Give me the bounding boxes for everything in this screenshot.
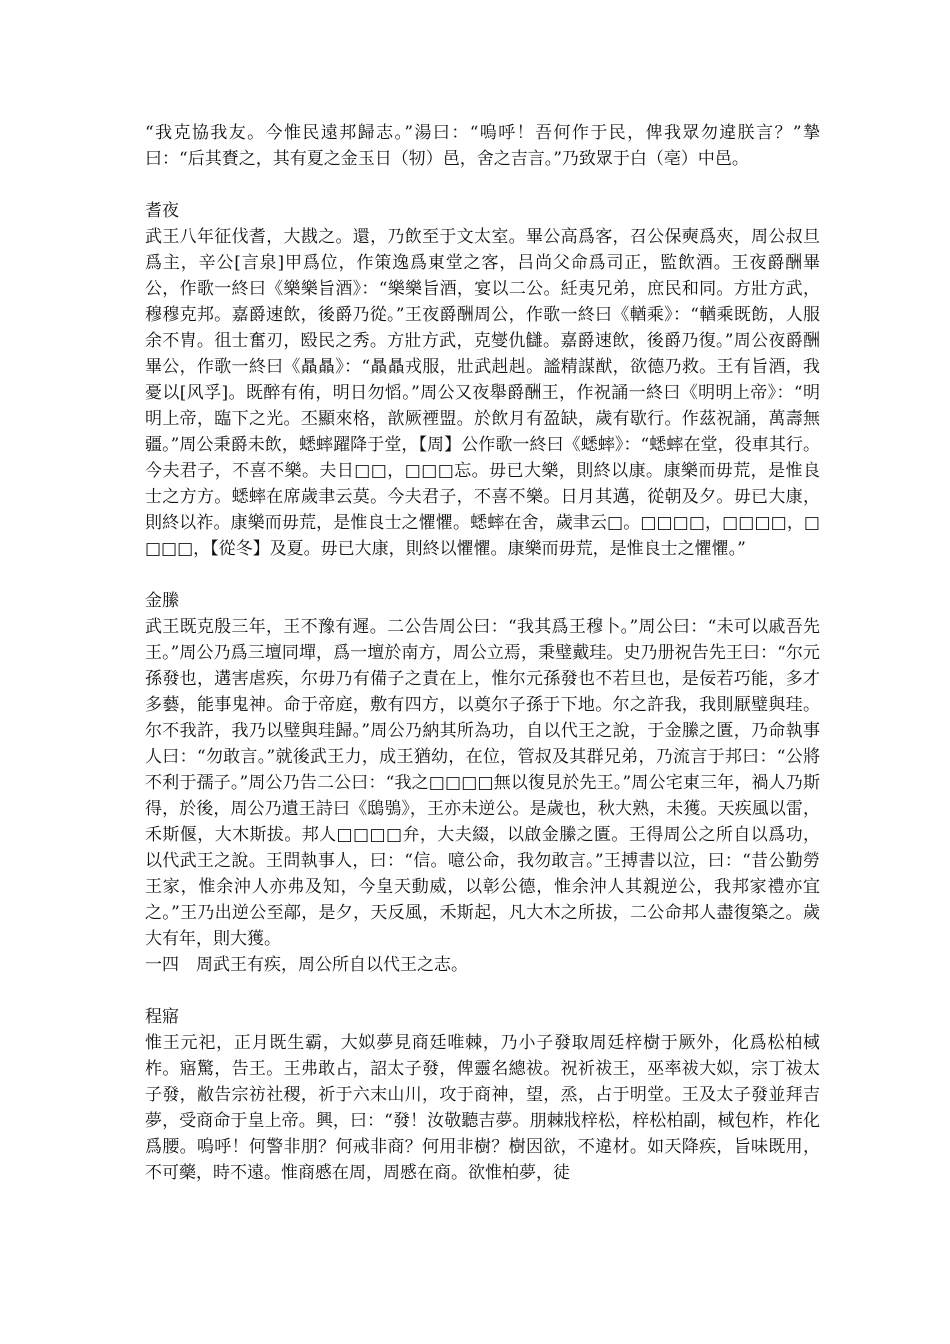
section-qiye bbox=[145, 198, 820, 562]
section-jinteng bbox=[145, 588, 820, 978]
document-page bbox=[145, 120, 820, 1186]
section-chengwu bbox=[145, 1004, 820, 1186]
intro-paragraph: “我克協我友。今惟民遠邦歸志。”湯曰：“嗚呼！吾何作于民，俾我眾勿違朕言？”摯曰：“后其賚之，其有夏之金玉日（牣）邑，舍之吉言。”乃致眾于白（亳）中邑。 bbox=[145, 123, 820, 169]
section-title: 程寤 bbox=[145, 1007, 179, 1027]
section-body: 惟王元祀，正月既生霸，大姒夢見商廷唯棘，乃小子發取周廷梓樹于厥外，化爲松柏棫柞。寤驚，告王。王弗敢占，詔太子發，俾靈名總祓。祝祈祓王，巫率祓大姒，宗丁祓太子發，敝告宗祊社稷，祈于六末山川，攻于商神，望，烝，占于明堂。王及太子發並拜吉夢，受商命于皇上帝。興，曰：“發！汝敬聽吉夢。朋棘戕梓松，梓松柏副，棫包柞，柞化爲腰。嗚呼！何警非朋？何戒非商？何用非樹？樹因欲，不違材。如天降疾，旨味既用，不可藥，時不遠。惟商慼在周，周慼在商。欲惟柏夢，徒 bbox=[145, 1033, 820, 1183]
section-title: 耆夜 bbox=[145, 201, 179, 221]
section-body: 武王八年征伐耆，大戡之。還，乃飲至于文太室。畢公高爲客，召公保奭爲夾，周公叔旦爲主，辛公[言泉]甲爲位，作策逸爲東堂之客，吕尚父命爲司正，監飲酒。王夜爵酬畢公，作歌一終曰《樂樂旨酒》：“樂樂旨酒，宴以二公。紝夷兄弟，庶民和同。方壯方武，穆穆克邦。嘉爵速飲，後爵乃從。”王夜爵酬周公，作歌一終曰《輶乘》：“輶乘既飭，人服余不胄。徂士奮刃，殹民之秀。方壯方武，克燮仇讎。嘉爵速飲，後爵乃復。”周公夜爵酬畢公，作歌一終曰《贔贔》：“贔贔戎服，壯武赳赳。謐精謀猷，欲德乃救。王有旨酒，我憂以[风孚]。既醉有侑，明日勿慆。”周公又夜舉爵酬王，作祝誦一終曰《明明上帝》：“明明上帝，臨下之光。丕顯來格，歆厥禋盟。於飲月有盈缺，歲有歇行。作茲祝誦，萬壽無疆。”周公秉爵未飲，蟋蟀躍降于堂，【周】公作歌一終曰《蟋蟀》：“蟋蟀在堂，役車其行。今夫君子，不喜不樂。夫日□□，□□□忘。毋已大樂，則終以康。康樂而毋荒，是惟良士之方方。蟋蟀在席歲聿云莫。今夫君子，不喜不樂。日月其邁，從朝及夕。毋已大康，則終以祚。康樂而毋荒，是惟良士之懼懼。蟋蟀在舍，歲聿云□。□□□□，□□□□，□□□□，【從冬】及夏。毋已大康，則終以懼懼。康樂而毋荒，是惟良士之懼懼。” bbox=[145, 227, 820, 559]
section-note: 一四 周武王有疾，周公所自以代王之志。 bbox=[145, 955, 468, 975]
section-body: 武王既克殷三年，王不豫有遲。二公告周公曰：“我其爲王穆卜。”周公曰：“未可以戚吾先王。”周公乃爲三壇同墠，爲一壇於南方，周公立焉，秉璧戴珪。史乃册祝告先王曰：“尔元孫發也，遘害虐疾，尔毋乃有備子之責在上，惟尔元孫發也不若旦也，是佞若巧能，多才多藝，能事鬼神。命于帝庭，敷有四方，以奠尔子孫于下地。尔之許我，我則厭璧與珪。尔不我許，我乃以璧與珪歸。”周公乃納其所為功，自以代王之說，于金縢之匱，乃命執事人曰：“勿敢言。”就後武王力，成王猶幼，在位，管叔及其群兄弟，乃流言于邦曰：“公將不利于孺子。”周公乃告二公曰：“我之□□□□無以復見於先王。”周公宅東三年，禍人乃斯得，於後，周公乃遺王詩曰《鴟鴞》，王亦未逆公。是歲也，秋大熟，未獲。天疾風以雷，禾斯偃，大木斯拔。邦人□□□□弁，大夫綴，以啟金縢之匱。王得周公之所自以爲功，以代武王之說。王問執事人，曰：“信。噫公命，我勿敢言。”王搏書以泣，曰：“昔公勤勞王家，惟余沖人亦弗及知，今皇天動威，以彰公德，惟余沖人其親逆公，我邦家禮亦宜之。”王乃出逆公至鄗，是夕，天反風，禾斯起，凡大木之所拔，二公命邦人盡復築之。歲大有年，則大獲。 bbox=[145, 617, 820, 949]
section-title: 金縢 bbox=[145, 591, 179, 611]
